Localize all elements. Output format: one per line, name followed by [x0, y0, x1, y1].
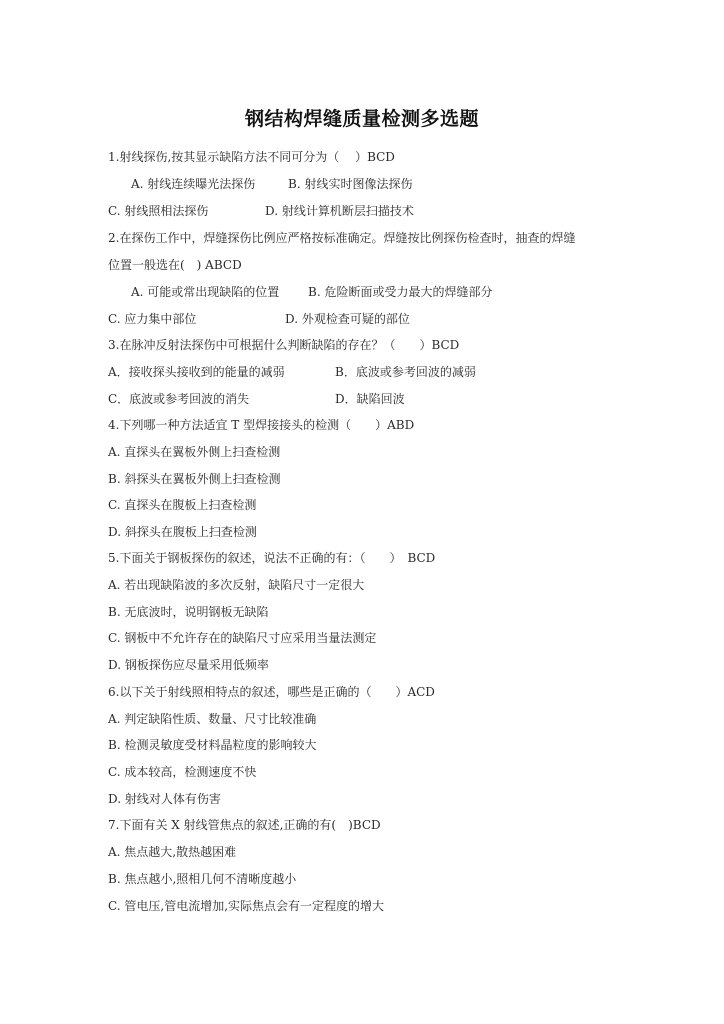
question-3-option-d: D．缺陷回波 — [335, 392, 405, 406]
question-5-option-a: A. 若出现缺陷波的多次反射，缺陷尺寸一定很大 — [108, 578, 365, 592]
question-2-option-a: A. 可能或常出现缺陷的位置 — [131, 285, 280, 299]
question-6-option-a: A. 判定缺陷性质、数量、尺寸比较准确 — [108, 712, 317, 726]
question-5-option-b: B. 无底波时，说明钢板无缺陷 — [108, 605, 269, 619]
question-3-option-b: B．底波或参考回波的减弱 — [335, 365, 476, 379]
question-7-option-b: B. 焦点越小,照相几何不清晰度越小 — [108, 872, 297, 886]
question-3-option-a: A．接收探头接收到的能量的减弱 — [108, 365, 285, 379]
question-4-option-d: D. 斜探头在腹板上扫查检测 — [108, 525, 257, 539]
question-6-stem: 6.以下关于射线照相特点的叙述，哪些是正确的（ ）ACD — [108, 685, 435, 699]
question-5-option-c: C. 钢板中不允许存在的缺陷尺寸应采用当量法测定 — [108, 631, 377, 645]
question-5-option-d: D. 钢板探伤应尽量采用低频率 — [108, 658, 269, 672]
question-1-option-b: B. 射线实时图像法探伤 — [288, 177, 413, 191]
question-7-stem: 7.下面有关 X 射线管焦点的叙述,正确的有( )BCD — [108, 818, 381, 832]
question-4-option-b: B. 斜探头在翼板外侧上扫查检测 — [108, 472, 281, 486]
question-4-option-c: C. 直探头在腹板上扫查检测 — [108, 498, 257, 512]
question-4-option-a: A. 直探头在翼板外侧上扫查检测 — [108, 445, 281, 459]
question-7-option-a: A. 焦点越大,散热越困难 — [108, 845, 237, 859]
question-7-option-c: C. 管电压,管电流增加,实际焦点会有一定程度的增大 — [108, 899, 385, 913]
question-6-option-d: D. 射线对人体有伤害 — [108, 792, 221, 806]
question-2-option-b: B. 危险断面或受力最大的焊缝部分 — [308, 285, 493, 299]
question-1-stem: 1.射线探伤,按其显示缺陷方法不同可分为（ ）BCD — [108, 150, 395, 164]
question-3-stem: 3.在脉冲反射法探伤中可根据什么判断缺陷的存在？（ ）BCD — [108, 338, 460, 352]
question-2-stem-line-2: 位置一般选在( ) ABCD — [108, 258, 242, 272]
question-3-option-c: C．底波或参考回波的消失 — [108, 392, 250, 406]
question-1-option-c: C. 射线照相法探伤 — [108, 204, 209, 218]
question-2-option-d: D. 外观检查可疑的部位 — [285, 312, 410, 326]
question-1-option-a: A. 射线连续曝光法探伤 — [131, 177, 256, 191]
question-6-option-c: C. 成本较高，检测速度不快 — [108, 765, 257, 779]
question-2-stem-line-1: 2.在探伤工作中，焊缝探伤比例应严格按标准确定。焊缝按比例探伤检查时，抽查的焊缝 — [108, 231, 576, 245]
question-4-stem: 4.下列哪一种方法适宜 T 型焊接接头的检测（ ）ABD — [108, 418, 415, 432]
question-6-option-b: B. 检测灵敏度受材料晶粒度的影响较大 — [108, 738, 317, 752]
question-2-option-c: C. 应力集中部位 — [108, 312, 197, 326]
question-5-stem: 5.下面关于钢板探伤的叙述，说法不正确的有：（ ） BCD — [108, 551, 436, 565]
document-title: 钢结构焊缝质量检测多选题 — [244, 108, 479, 130]
question-1-option-d: D. 射线计算机断层扫描技术 — [265, 204, 414, 218]
